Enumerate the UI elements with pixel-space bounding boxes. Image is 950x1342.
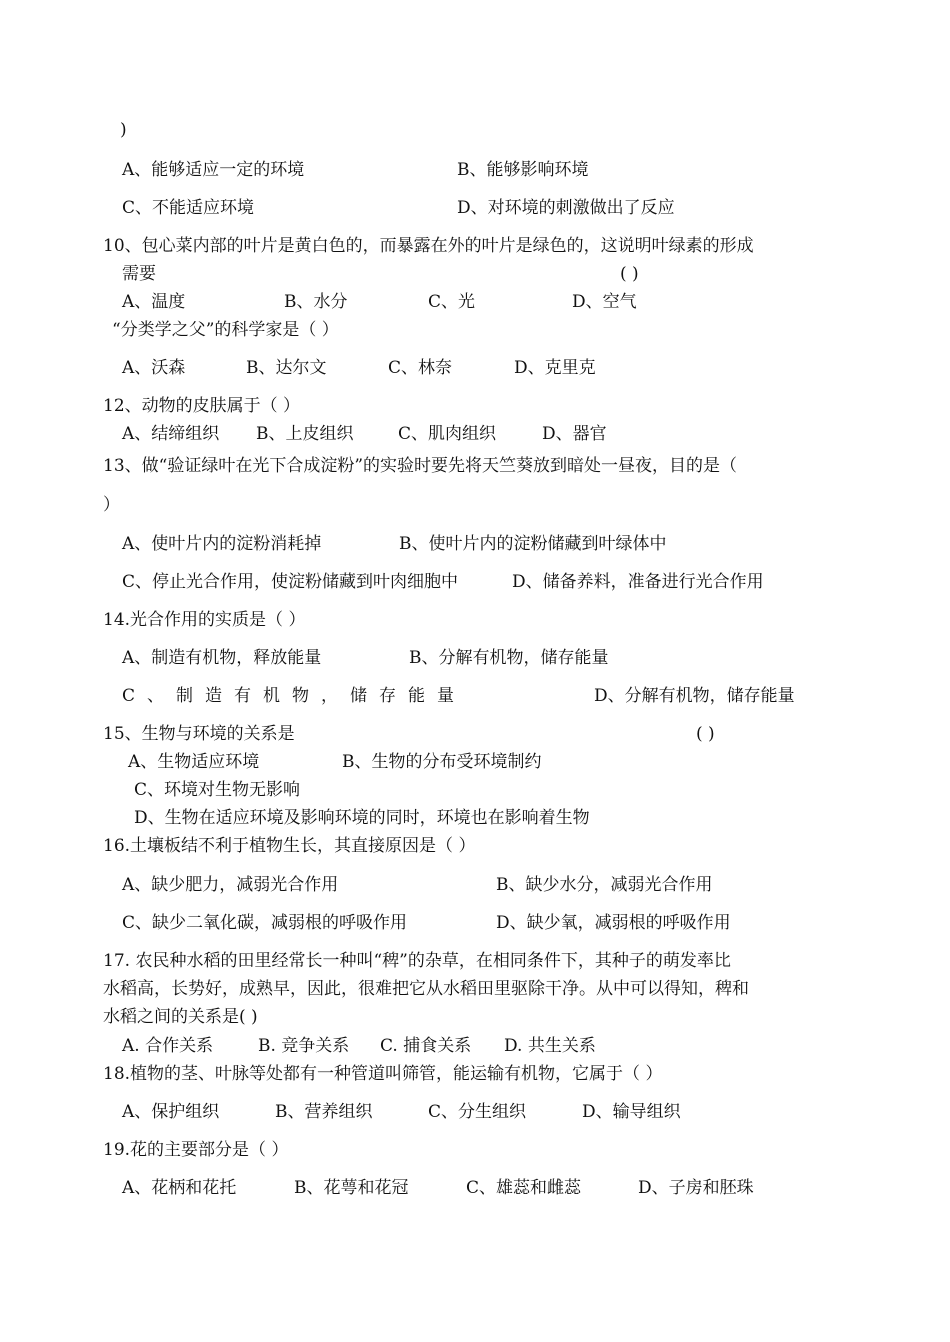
q19-option-a: A、花柄和花托 (122, 1178, 237, 1198)
q13-option-b: B、使叶片内的淀粉储藏到叶绿体中 (399, 534, 667, 554)
q13-stem-line1: 13、做“验证绿叶在光下合成淀粉”的实验时要先将天竺葵放到暗处一昼夜，目的是（ (103, 456, 738, 476)
q15-option-d: D、生物在适应环境及影响环境的同时，环境也在影响着生物 (134, 808, 590, 828)
q13-stem-line2: ） (103, 495, 120, 515)
q15-option-b: B、生物的分布受环境制约 (342, 752, 542, 772)
q19-option-c: C、雄蕊和雌蕊 (466, 1178, 582, 1198)
q16-option-d: D、缺少氧，减弱根的呼吸作用 (496, 913, 731, 933)
q9-option-b: B、能够影响环境 (457, 160, 589, 180)
q18-option-d: D、输导组织 (582, 1102, 681, 1122)
q14-option-c: C、制造有机物，储存能量 (122, 686, 467, 706)
q18-stem: 18.植物的茎、叶脉等处都有一种管道叫筛管，能运输有机物，它属于（ ） (103, 1064, 663, 1084)
q16-option-b: B、缺少水分，减弱光合作用 (496, 875, 713, 895)
q10-stem-line2: 需要 (122, 264, 156, 284)
q17-stem-line3: 水稻之间的关系是( ) (103, 1007, 258, 1027)
q10-option-c: C、光 (428, 292, 476, 312)
q17-stem-line1: 17. 农民种水稻的田里经常长一种叫“稗”的杂草，在相同条件下，其种子的萌发率比 (103, 951, 731, 971)
q10-option-a: A、温度 (122, 292, 186, 312)
q9-option-d: D、对环境的刺激做出了反应 (457, 198, 675, 218)
q13-option-d: D、储备养料，准备进行光合作用 (512, 572, 764, 592)
q18-option-b: B、营养组织 (275, 1102, 373, 1122)
q16-option-c: C、缺少二氧化碳，减弱根的呼吸作用 (122, 913, 408, 933)
q12-option-c: C、肌肉组织 (398, 424, 497, 444)
q10-stem-line1: 10、包心菜内部的叶片是黄白色的，而暴露在外的叶片是绿色的，这说明叶绿素的形成 (103, 236, 754, 256)
q16-stem: 16.土壤板结不利于植物生长，其直接原因是（ ） (103, 836, 476, 856)
q15-option-a: A、生物适应环境 (128, 752, 260, 772)
q11-option-c: C、林奈 (388, 358, 453, 378)
q10-option-b: B、水分 (284, 292, 348, 312)
q13-option-c: C、停止光合作用，使淀粉储藏到叶肉细胞中 (122, 572, 459, 592)
q11-stem: “分类学之父”的科学家是（ ） (112, 320, 339, 340)
q15-answer-paren: ( ) (696, 724, 715, 744)
q12-option-b: B、上皮组织 (256, 424, 354, 444)
q11-option-d: D、克里克 (514, 358, 596, 378)
q12-option-a: A、结缔组织 (122, 424, 220, 444)
q18-option-c: C、分生组织 (428, 1102, 527, 1122)
q9-option-a: A、能够适应一定的环境 (122, 160, 305, 180)
q11-option-a: A、沃森 (122, 358, 186, 378)
q13-option-a: A、使叶片内的淀粉消耗掉 (122, 534, 322, 554)
q12-stem: 12、动物的皮肤属于（ ） (103, 396, 301, 416)
q17-stem-line2: 水稻高，长势好，成熟早，因此，很难把它从水稻田里驱除干净。从中可以得知，稗和 (103, 979, 749, 999)
q14-option-a: A、制造有机物，释放能量 (122, 648, 322, 668)
q15-stem: 15、生物与环境的关系是 (103, 724, 295, 744)
q16-option-a: A、缺少肥力，减弱光合作用 (122, 875, 339, 895)
q11-option-b: B、达尔文 (246, 358, 327, 378)
q9-option-c: C、不能适应环境 (122, 198, 255, 218)
q9-stem-cont: ) (120, 120, 127, 140)
q15-option-c: C、环境对生物无影响 (134, 780, 301, 800)
q14-option-d: D、分解有机物，储存能量 (594, 686, 795, 706)
q10-answer-paren: ( ) (620, 264, 639, 284)
q17-option-d: D. 共生关系 (504, 1036, 596, 1056)
q17-option-c: C. 捕食关系 (380, 1036, 472, 1056)
q12-option-d: D、器官 (542, 424, 607, 444)
q17-option-b: B. 竞争关系 (258, 1036, 350, 1056)
q19-option-d: D、子房和胚珠 (638, 1178, 754, 1198)
q19-option-b: B、花萼和花冠 (294, 1178, 409, 1198)
q19-stem: 19.花的主要部分是（ ） (103, 1140, 289, 1160)
q14-stem: 14.光合作用的实质是（ ） (103, 610, 306, 630)
q10-option-d: D、空气 (572, 292, 637, 312)
q17-option-a: A. 合作关系 (122, 1036, 214, 1056)
q18-option-a: A、保护组织 (122, 1102, 220, 1122)
q14-option-b: B、分解有机物，储存能量 (409, 648, 609, 668)
